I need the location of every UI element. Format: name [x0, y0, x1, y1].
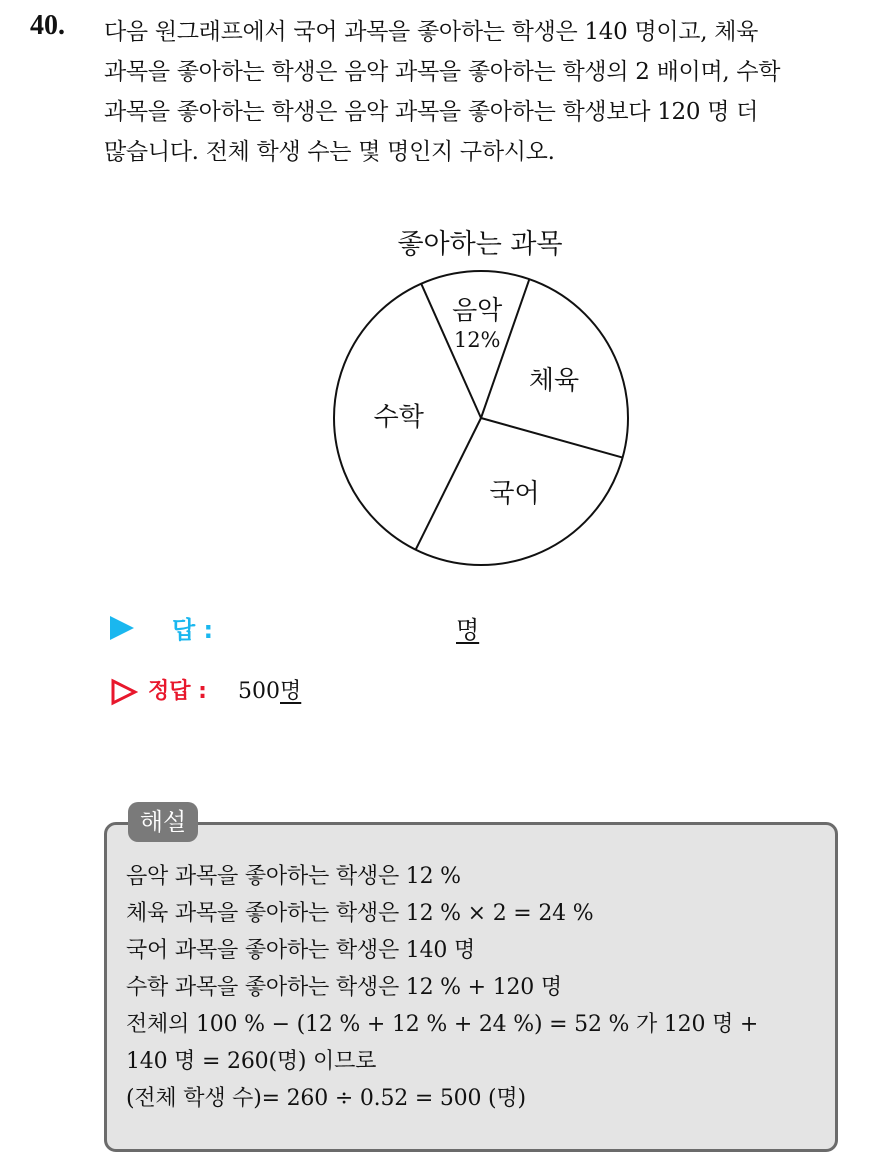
answer-unit: 명	[456, 616, 480, 644]
pie-slice-label: 수학	[373, 402, 424, 433]
explanation-line: 전체의 100 % − (12 % + 12 % + 24 %) = 52 % 가 120 명 +	[126, 1012, 759, 1037]
pie-slice-label: 음악	[452, 295, 503, 326]
explanation-line: 체육 과목을 좋아하는 학생은 12 % × 2 = 24 %	[126, 901, 594, 926]
pie-slice-value-label: 12%	[453, 327, 501, 352]
explanation-line: 수학 과목을 좋아하는 학생은 12 % + 120 명	[126, 975, 562, 1000]
explanation-text	[126, 858, 826, 1117]
correct-answer-row	[110, 672, 610, 712]
play-arrow-icon	[110, 616, 134, 640]
explanation-line: (전체 학생 수)= 260 ÷ 0.52 = 500 (명)	[126, 1086, 526, 1111]
chart-title: 좋아하는 과목	[397, 229, 563, 260]
correct-answer-number: 500	[238, 679, 280, 704]
pie-slice-label: 국어	[489, 479, 540, 510]
question-line: 과목을 좋아하는 학생은 음악 과목을 좋아하는 학생의 2 배이며, 수학	[104, 59, 781, 85]
question-number: 40.	[30, 10, 65, 41]
answer-label: 답 :	[172, 616, 214, 644]
outline-arrow-icon	[110, 678, 138, 706]
explanation-line: 140 명 = 260(명) 이므로	[126, 1049, 377, 1074]
pie-slice-label: 체육	[528, 365, 580, 396]
explanation-tag: 해설	[128, 802, 198, 842]
correct-answer-value	[238, 674, 301, 705]
question-line: 다음 원그래프에서 국어 과목을 좋아하는 학생은 140 명이고, 체육	[104, 19, 759, 45]
correct-answer-unit: 명	[280, 679, 302, 704]
question-line: 많습니다. 전체 학생 수는 몇 명인지 구하시오.	[104, 139, 555, 165]
correct-answer-label: 정답 :	[148, 679, 207, 704]
explanation-line: 국어 과목을 좋아하는 학생은 140 명	[126, 938, 476, 963]
answer-row	[110, 608, 610, 648]
question-line: 과목을 좋아하는 학생은 음악 과목을 좋아하는 학생보다 120 명 더	[104, 99, 759, 125]
explanation-line: 음악 과목을 좋아하는 학생은 12 %	[126, 864, 461, 889]
